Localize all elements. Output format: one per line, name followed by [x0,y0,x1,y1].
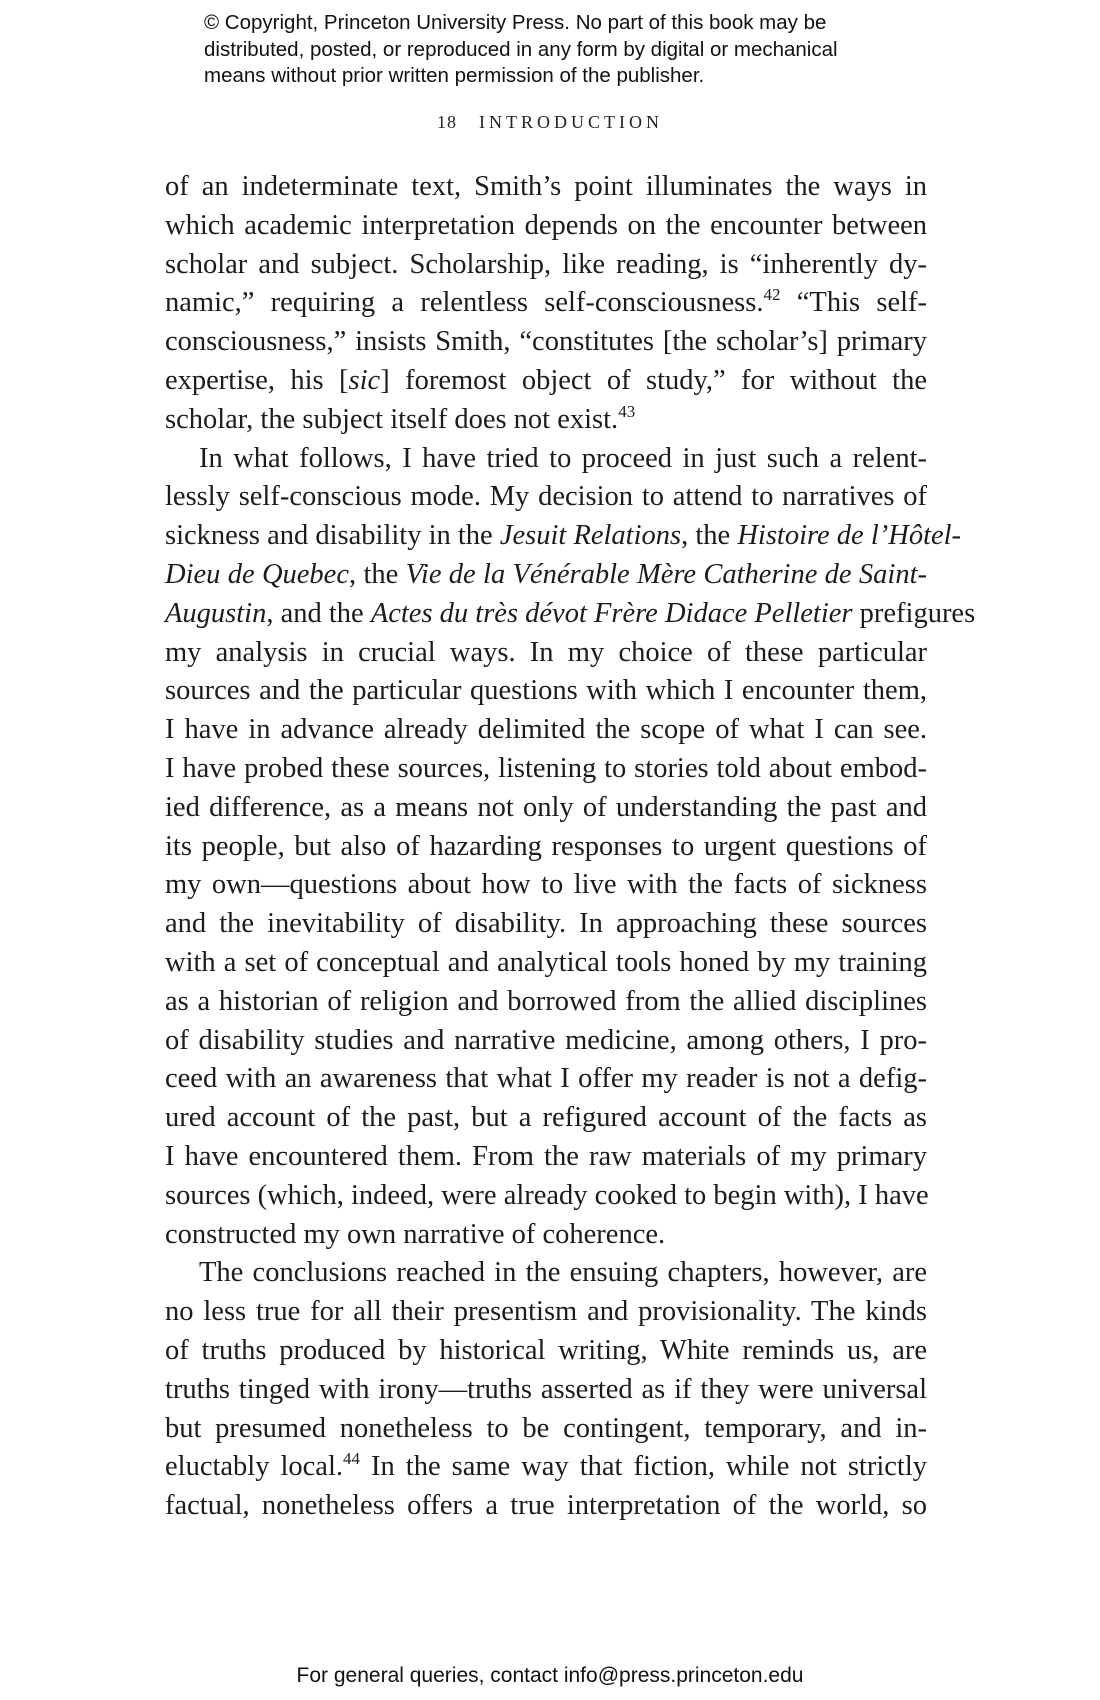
text-line [165,362,927,401]
italic-text: Actes du très dévot Frère Didace Pelletier [370,597,853,629]
italic-text: Dieu de Quebec [165,558,349,590]
body-text [165,168,976,1526]
text-line: my own—questions about how to live with the facts of sickness [165,869,927,901]
text-line: truths tinged with irony—truths asserted as if they were universal [165,1373,927,1405]
footnote-marker: 44 [343,1449,360,1469]
text-line: constructed my own narrative of coherence. [165,1218,666,1250]
text-line: sources and the particular questions with which I encounter them, [165,675,927,707]
copyright-line: distributed, posted, or reproduced in any form by digital or mechanical [204,37,838,61]
text-span: expertise, his [ [165,364,349,396]
text-line: lessly self-conscious mode. My decision to attend to narratives of [165,481,927,513]
text-line: The conclusions reached in the ensuing chapters, however, are [199,1257,927,1289]
italic-text: Jesuit Relations [499,520,682,552]
text-line: of truths produced by historical writing, White reminds us, are [165,1334,927,1366]
text-line: sources (which, indeed, were already cooked to begin with), I have [165,1179,929,1211]
copyright-notice [204,10,964,90]
text-span: , the [349,558,406,590]
italic-text: Vie de la Vénérable Mère Catherine de Saint- [405,558,927,590]
text-span: , the [681,520,738,552]
text-line [165,556,927,595]
text-line: In what follows, I have tried to proceed in just such a relent- [199,442,927,474]
text-line: no less true for all their presentism and provisionality. The kinds [165,1296,927,1328]
text-line: but presumed nonetheless to be contingent, temporary, and in- [165,1412,927,1444]
text-span: , and the [266,597,371,629]
text-span: sickness and disability in the [165,520,500,552]
text-span: In the same way that fiction, while not strictly [360,1451,927,1483]
italic-text: Augustin [165,597,267,629]
text-line [165,595,976,634]
text-line: with a set of conceptual and analytical tools honed by my training [165,946,927,978]
page-number: 18 [437,112,457,132]
text-line [165,284,927,323]
running-head [0,112,1100,133]
text-line: its people, but also of hazarding responses to urgent questions of [165,830,927,862]
text-span: “This self- [796,287,927,319]
text-line [165,401,927,440]
text-line: I have encountered them. From the raw materials of my primary [165,1140,927,1172]
text-line: consciousness,” insists Smith, “constitutes [the scholar’s] primary [165,326,927,358]
italic-text: sic [348,364,381,396]
text-line: and the inevitability of disability. In approaching these sources [165,908,927,940]
italic-text: Histoire de l’Hôtel- [737,520,962,552]
footer-contact: For general queries, contact info@press.princeton.edu [296,1664,804,1687]
text-line: I have probed these sources, listening to stories told about embod- [165,752,927,784]
text-line [165,1448,927,1487]
text-span: eluctably local. [165,1451,343,1483]
text-line: as a historian of religion and borrowed from the allied disciplines [165,985,927,1017]
text-line: ceed with an awareness that what I offer my reader is not a defig- [165,1063,927,1095]
copyright-line: © Copyright, Princeton University Press. No part of this book may be [204,11,827,34]
footnote-marker: 42 [763,285,781,305]
text-line: which academic interpretation depends on the encounter between [165,209,927,241]
text-span: prefigures [852,597,976,629]
text-line: of an indeterminate text, Smith’s point illuminates the ways in [165,171,927,202]
text-span: scholar, the subject itself does not exist. [165,403,619,435]
footnote-marker: 43 [618,401,636,421]
copyright-line: means without prior written permission of the publisher. [204,64,705,87]
text-line: of disability studies and narrative medicine, among others, I pro- [165,1024,927,1056]
text-span: namic,” requiring a relentless self-consciousness. [165,287,764,319]
text-line: ied difference, as a means not only of understanding the past and [165,791,927,823]
text-line [165,517,962,556]
text-line: scholar and subject. Scholarship, like reading, is “inherently dy- [165,248,927,280]
text-span: ] foremost object of study,” for without the [380,364,927,396]
text-line: I have in advance already delimited the scope of what I can see. [165,714,927,746]
running-head-title: INTRODUCTION [479,112,663,132]
text-line: factual, nonetheless offers a true interpretation of the world, so [165,1490,927,1522]
text-line: ured account of the past, but a refigured account of the facts as [165,1102,927,1134]
text-line: my analysis in crucial ways. In my choice of these particular [165,636,927,668]
